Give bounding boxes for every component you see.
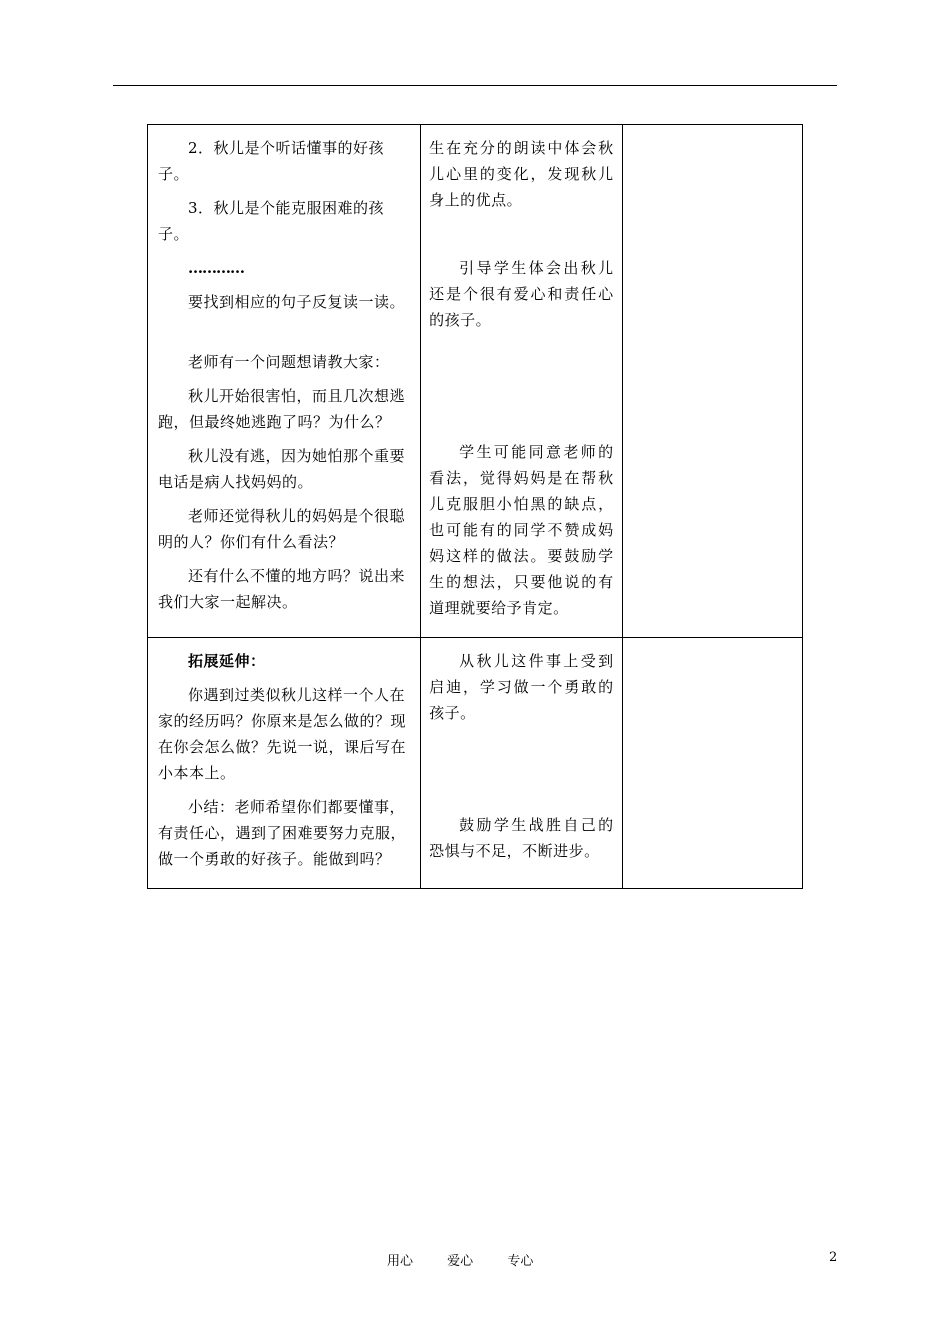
- table-row: [148, 125, 803, 638]
- footer-item: 用心: [387, 1254, 414, 1269]
- paragraph: 老师还觉得秋儿的妈妈是个很聪明的人？你们有什么看法？: [158, 507, 406, 551]
- footer-item: 专心: [507, 1254, 534, 1269]
- paragraph: 秋儿没有逃，因为她怕那个重要电话是病人找妈妈的。: [158, 447, 406, 491]
- teaching-process-cell: [148, 638, 421, 889]
- paragraph: 引导学生体会出秋儿还是个很有爱心和责任心的孩子。: [429, 259, 614, 329]
- paragraph: 秋儿开始很害怕，而且几次想逃跑，但最终她逃跑了吗？为什么？: [158, 387, 406, 431]
- table-row: [148, 638, 803, 889]
- notes-cell: [622, 638, 802, 889]
- paragraph: 要找到相应的句子反复读一读。: [188, 293, 406, 311]
- design-intent-cell: [421, 125, 622, 638]
- paragraph: 从秋儿这件事上受到启迪，学习做一个勇敢的孩子。: [429, 652, 614, 722]
- page-number: 2: [829, 1250, 838, 1265]
- page-footer: [0, 1250, 950, 1270]
- paragraph: 小结：老师希望你们都要懂事，有责任心，遇到了困难要努力克服，做一个勇敢的好孩子。能做到吗？: [158, 798, 407, 868]
- paragraph: 学生可能同意老师的看法，觉得妈妈是在帮秋儿克服胆小怕黑的缺点，也可能有的同学不赞成妈妈这样的做法。要鼓励学生的想法，只要他说的有道理就要给予肯定。: [429, 443, 614, 617]
- lesson-plan-table: [147, 124, 803, 889]
- ellipsis: …………: [188, 259, 244, 277]
- paragraph: 鼓励学生战胜自己的恐惧与不足，不断进步。: [429, 816, 614, 860]
- footer-motto: [387, 1250, 533, 1269]
- footer-item: 爱心: [447, 1254, 474, 1269]
- section-heading: 拓展延伸：: [188, 652, 266, 670]
- design-intent-cell: [421, 638, 622, 889]
- notes-cell: [622, 125, 802, 638]
- paragraph: 老师有一个问题想请教大家：: [188, 353, 390, 371]
- teaching-process-cell: [148, 125, 421, 638]
- paragraph: 还有什么不懂的地方吗？说出来我们大家一起解决。: [158, 567, 406, 611]
- paragraph: 你遇到过类似秋儿这样一个人在家的经历吗？你原来是怎么做的？现在你会怎么做？先说一说，课后写在小本本上。: [158, 686, 407, 782]
- header-rule: [113, 85, 837, 86]
- paragraph: 生在充分的朗读中体会秋儿心里的变化，发现秋儿身上的优点。: [429, 139, 614, 209]
- paragraph: 3．秋儿是个能克服困难的孩子。: [158, 199, 385, 243]
- paragraph: 2．秋儿是个听话懂事的好孩子。: [158, 139, 385, 183]
